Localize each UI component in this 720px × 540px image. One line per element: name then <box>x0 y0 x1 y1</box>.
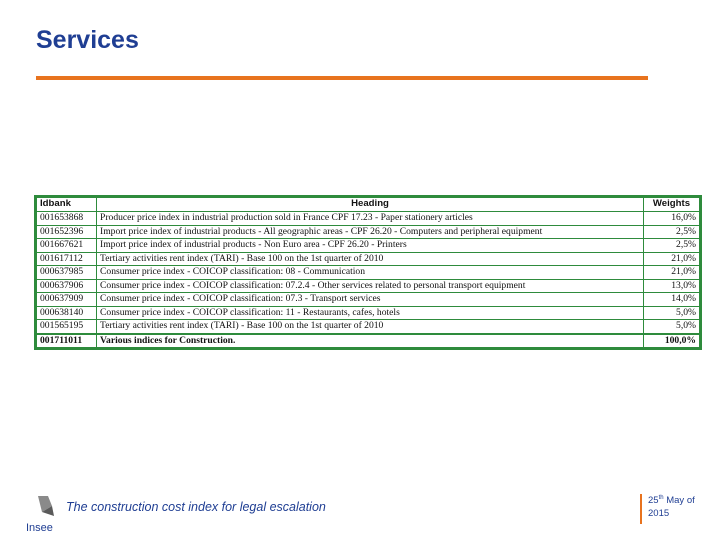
table-total-row <box>37 334 700 348</box>
cell-heading: Producer price index in industrial production sold in France CPF 17.23 - Paper stationery articles <box>97 212 644 226</box>
cell-heading: Consumer price index - COICOP classification: 08 - Communication <box>97 266 644 280</box>
cell-heading: Tertiary activities rent index (TARI) - Base 100 on the 1st quarter of 2010 <box>97 252 644 266</box>
cell-weight: 21,0% <box>644 266 700 280</box>
cell-idbank: 000638140 <box>37 306 97 320</box>
footer-caption: The construction cost index for legal escalation <box>66 500 326 514</box>
cell-weight: 21,0% <box>644 252 700 266</box>
total-heading: Various indices for Construction. <box>97 334 644 348</box>
cell-heading: Import price index of industrial products - All geographic areas - CPF 26.20 - Computers and peripheral equipment <box>97 225 644 239</box>
cell-idbank: 000637906 <box>37 279 97 293</box>
cell-weight: 16,0% <box>644 212 700 226</box>
slide-title: Services <box>36 26 139 54</box>
weights-table <box>36 197 700 348</box>
table-row <box>37 306 700 320</box>
header-heading: Heading <box>97 198 644 212</box>
table-row <box>37 320 700 334</box>
table-row <box>37 252 700 266</box>
logo-text: Insee <box>26 522 53 534</box>
table-row <box>37 212 700 226</box>
cell-idbank: 000637909 <box>37 293 97 307</box>
cell-weight: 2,5% <box>644 225 700 239</box>
footer-date-suffix: th <box>658 495 664 501</box>
cell-weight: 14,0% <box>644 293 700 307</box>
cell-idbank: 001653868 <box>37 212 97 226</box>
cell-idbank: 001652396 <box>37 225 97 239</box>
cell-idbank: 000637985 <box>37 266 97 280</box>
title-underline <box>36 76 648 80</box>
total-weight: 100,0% <box>644 334 700 348</box>
cell-heading: Import price index of industrial products - Non Euro area - CPF 26.20 - Printers <box>97 239 644 253</box>
cell-weight: 13,0% <box>644 279 700 293</box>
table-row <box>37 225 700 239</box>
cell-heading: Tertiary activities rent index (TARI) - Base 100 on the 1st quarter of 2010 <box>97 320 644 334</box>
table-row <box>37 293 700 307</box>
cell-heading: Consumer price index - COICOP classification: 11 - Restaurants, cafes, hotels <box>97 306 644 320</box>
cell-idbank: 001617112 <box>37 252 97 266</box>
cell-weight: 2,5% <box>644 239 700 253</box>
footer-date <box>648 492 712 520</box>
table-header-row <box>37 198 700 212</box>
cell-weight: 5,0% <box>644 320 700 334</box>
table-row <box>37 266 700 280</box>
cell-idbank: 001565195 <box>37 320 97 334</box>
cell-heading: Consumer price index - COICOP classification: 07.2.4 - Other services related to personal transport equipment <box>97 279 644 293</box>
footer-date-day: 25 <box>648 495 659 507</box>
insee-logo <box>24 494 64 534</box>
cell-idbank: 001667621 <box>37 239 97 253</box>
footer-divider <box>640 494 642 524</box>
header-weights: Weights <box>644 198 700 212</box>
table-row <box>37 279 700 293</box>
cell-heading: Consumer price index - COICOP classification: 07.3 - Transport services <box>97 293 644 307</box>
total-idbank: 001711011 <box>37 334 97 348</box>
header-idbank: Idbank <box>37 198 97 212</box>
cell-weight: 5,0% <box>644 306 700 320</box>
weights-table-frame <box>34 195 702 350</box>
footer-date-rest: May of 2015 <box>648 495 695 520</box>
table-row <box>37 239 700 253</box>
